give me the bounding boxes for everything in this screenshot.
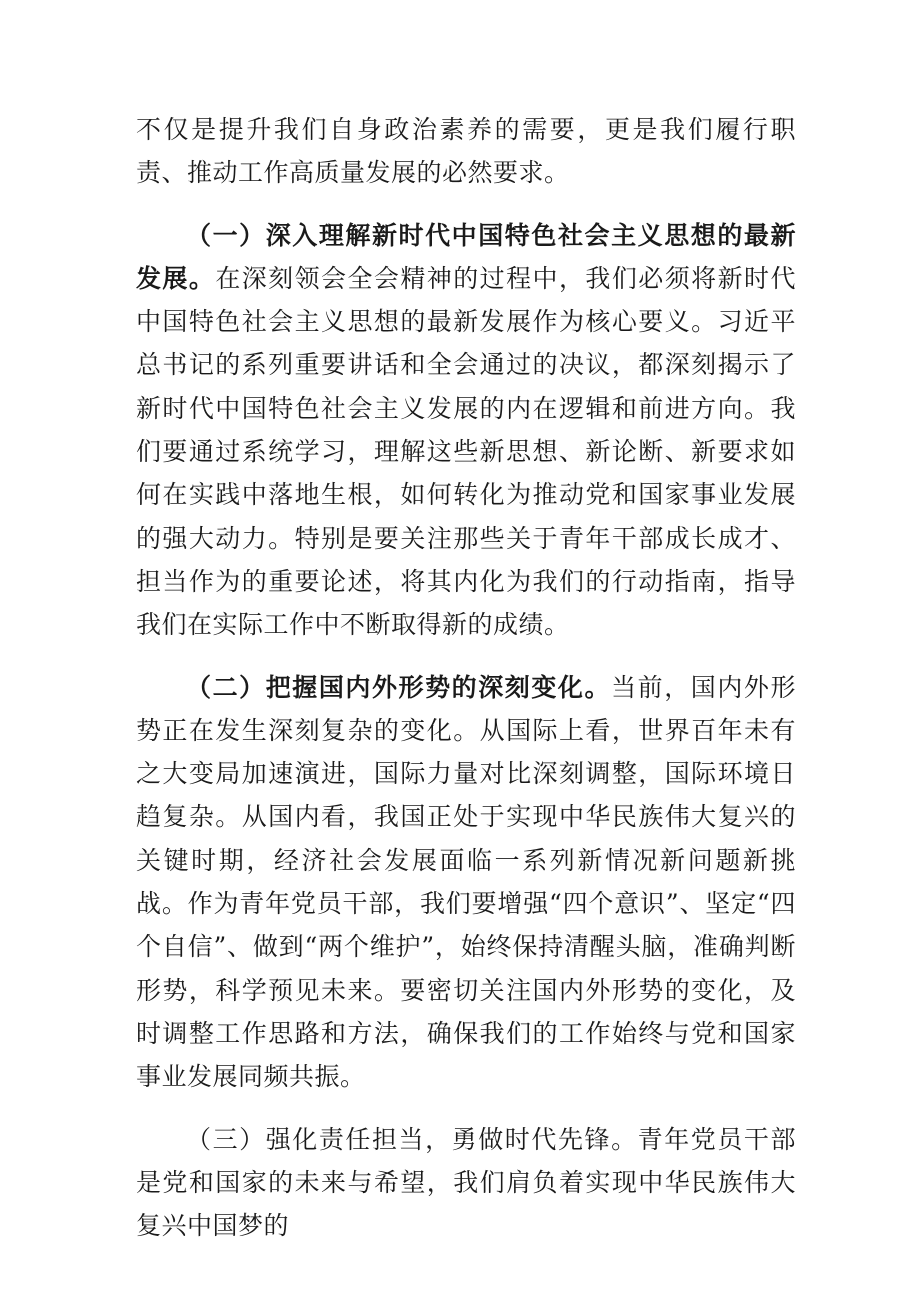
section-one-text: 在深刻领会全会精神的过程中，我们必须将新时代中国特色社会主义思想的最新发展作为核心要义。习近平总书记的系列重要讲话和全会通过的决议，都深刻揭示了新时代中国特色社会主义发展的内在逻辑和前进方向。我们要通过系统学习，理解这些新思想、新论断、新要求如何在实践中落地生根，如何转化为推动党和国家事业发展的强大动力。特别是要关注那些关于青年干部成长成才、担当作为的重要论述，将其内化为我们的行动指南，指导我们在实际工作中不断取得新的成绩。 <box>136 263 796 640</box>
document-body <box>136 108 796 1247</box>
paragraph-continuation <box>136 108 796 195</box>
paragraph-text: 不仅是提升我们自身政治素养的需要，更是我们履行职责、推动工作高质量发展的必然要求。 <box>136 115 796 188</box>
section-one-paragraph <box>136 214 796 647</box>
section-two-paragraph <box>136 666 796 1099</box>
section-three-text: （三）强化责任担当，勇做时代先锋。青年党员干部是党和国家的未来与希望，我们肩负着实现中华民族伟大复兴中国梦的 <box>136 1124 796 1241</box>
section-three-paragraph <box>136 1118 796 1248</box>
section-one-heading: （一）深入理解新时代中国特色社会主义思想的最新发展。 <box>136 220 796 293</box>
section-two-heading: （二）把握国内外形势的深刻变化。 <box>186 672 612 702</box>
section-two-text: 当前，国内外形势正在发生深刻复杂的变化。从国际上看，世界百年未有之大变局加速演进，国际力量对比深刻调整，国际环境日趋复杂。从国内看，我国正处于实现中华民族伟大复兴的关键时期，经济社会发展面临一系列新情况新问题新挑战。作为青年党员干部，我们要增强“四个意识”、坚定“四个自信”、做到“两个维护”，始终保持清醒头脑，准确判断形势，科学预见未来。要密切关注国内外形势的变化，及时调整工作思路和方法，确保我们的工作始终与党和国家事业发展同频共振。 <box>136 672 796 1092</box>
